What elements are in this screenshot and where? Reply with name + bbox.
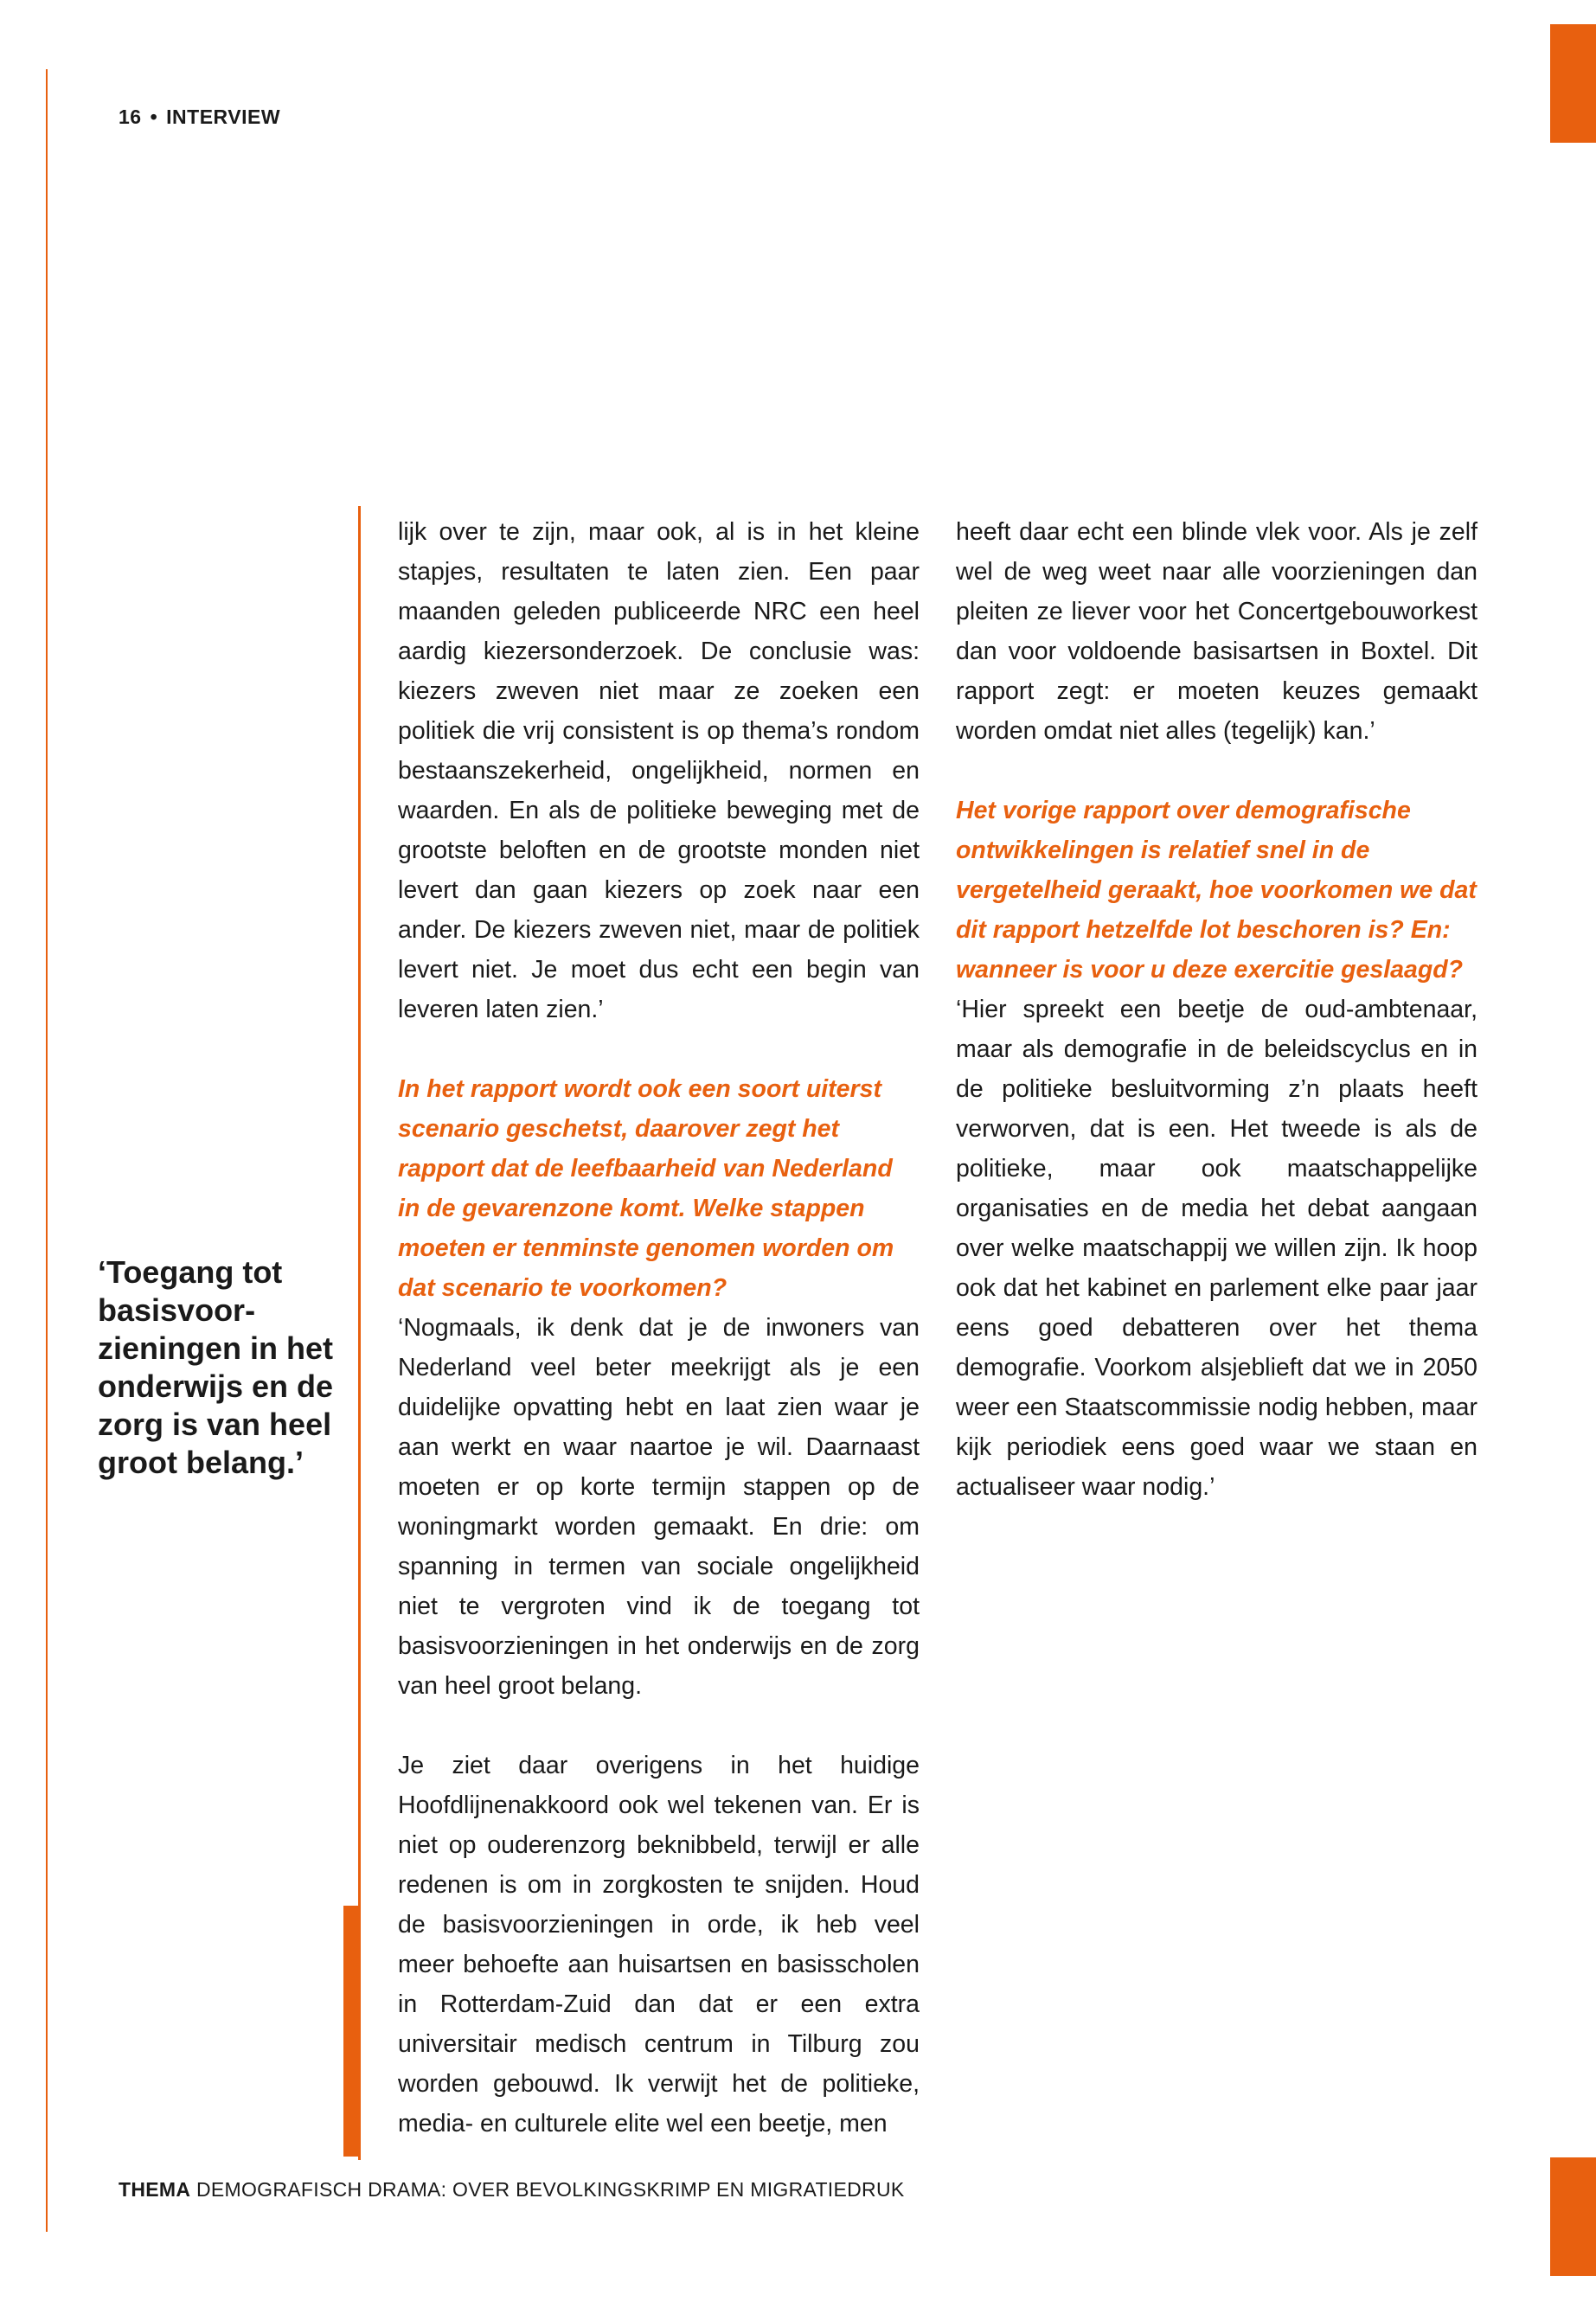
article-column-1 — [398, 512, 920, 2144]
column-divider-accent-bar — [343, 1906, 359, 2157]
page-footer — [119, 2178, 905, 2202]
paragraph: ‘Hier spreekt een beetje de oud-ambtenaar, maar als demografie in de beleidscyclus en in de politieke besluitvorming z’n plaats heeft verworven, dat is een. Het tweede is als de politieke, maar ook maatschappelijke organisaties en de media het debat aangaan over welke maatschappij we willen zijn. Ik hoop ook dat het kabinet en parlement elke paar jaar eens goed debatteren over het thema demografie. Voorkom alsjeblieft dat we in 2050 weer een Staatscommissie nodig hebben, maar kijk periodiek eens goed waar we staan en actualiseer waar nodig.’ — [956, 996, 1477, 1501]
page-header — [119, 106, 280, 129]
paragraph: Je ziet daar overigens in het huidige Hoofdlijnenakkoord ook wel tekenen van. Er is niet op ouderenzorg beknibbeld, terwijl er alle redenen is om in zorgkosten te snijden. Houd de basisvoorzieningen in orde, ik heb veel meer behoefte aan huisartsen en basisscholen in Rotterdam-Zuid dan dat er een extra universitair medisch centrum in Tilburg zou worden gebouwd. Ik verwijt het de politieke, media- en culturele elite wel een beetje, men — [398, 1752, 920, 2138]
page-number: 16 — [119, 106, 142, 128]
orange-page-tab-bottom — [1550, 2157, 1596, 2276]
interview-question: In het rapport wordt ook een soort uiterst scenario geschetst, daarover zegt het rapport dat de leefbaarheid van Nederland in de gevarenzone komt. Welke stappen moeten er tenminste genomen worden om dat scenario te voorkomen? — [398, 1075, 894, 1302]
pull-quote: ‘Toegang tot basisvoor-zieningen in het onderwijs en de zorg is van heel groot belang.’ — [98, 1254, 334, 1480]
paragraph: lijk over te zijn, maar ook, al is in het kleine stapjes, resultaten te laten zien. Een paar maanden geleden publiceerde NRC een heel aardig kiezersonderzoek. De conclusie was: kiezers zweven niet maar ze zoeken een politiek die vrij consistent is op thema’s rondom bestaanszekerheid, ongelijkheid, normen en waarden. En als de politieke beweging met de grootste beloften en de grootste monden niet levert dan gaan kiezers op zoek naar een ander. De kiezers zweven niet, maar de politiek levert niet. Je moet dus echt een begin van leveren laten zien.’ — [398, 518, 920, 1023]
interview-question: Het vorige rapport over demografische ontwikkelingen is relatief snel in de vergetelheid geraakt, hoe voorkomen we dat dit rapport hetzelfde lot beschoren is? En: wanneer is voor u deze exercitie geslaagd? — [956, 797, 1477, 984]
article-column-2 — [956, 512, 1477, 1507]
footer-title: DEMOGRAFISCH DRAMA: OVER BEVOLKINGSKRIMP EN MIGRATIEDRUK — [195, 2178, 905, 2201]
header-separator: • — [150, 106, 158, 128]
section-label: INTERVIEW — [166, 106, 281, 128]
orange-page-tab-top — [1550, 24, 1596, 143]
left-margin-rule — [46, 69, 48, 2232]
paragraph: heeft daar echt een blinde vlek voor. Als je zelf wel de weg weet naar alle voorzieningen dan pleiten ze liever voor het Concertgebouworkest dan voor voldoende basisartsen in Boxtel. Dit rapport zegt: er moeten keuzes gemaakt worden omdat niet alles (tegelijk) kan.’ — [956, 518, 1477, 745]
paragraph: ‘Nogmaals, ik denk dat je de inwoners van Nederland veel beter meekrijgt als je een duidelijke opvatting hebt en laat zien waar je aan werkt en waar naartoe je wil. Daarnaast moeten er op korte termijn stappen op de woningmarkt worden gemaakt. En drie: om spanning in termen van sociale ongelijkheid niet te vergroten vind ik de toegang tot basisvoorzieningen in het onderwijs en de zorg van heel groot belang. — [398, 1314, 920, 1700]
footer-label: THEMA — [119, 2178, 191, 2201]
